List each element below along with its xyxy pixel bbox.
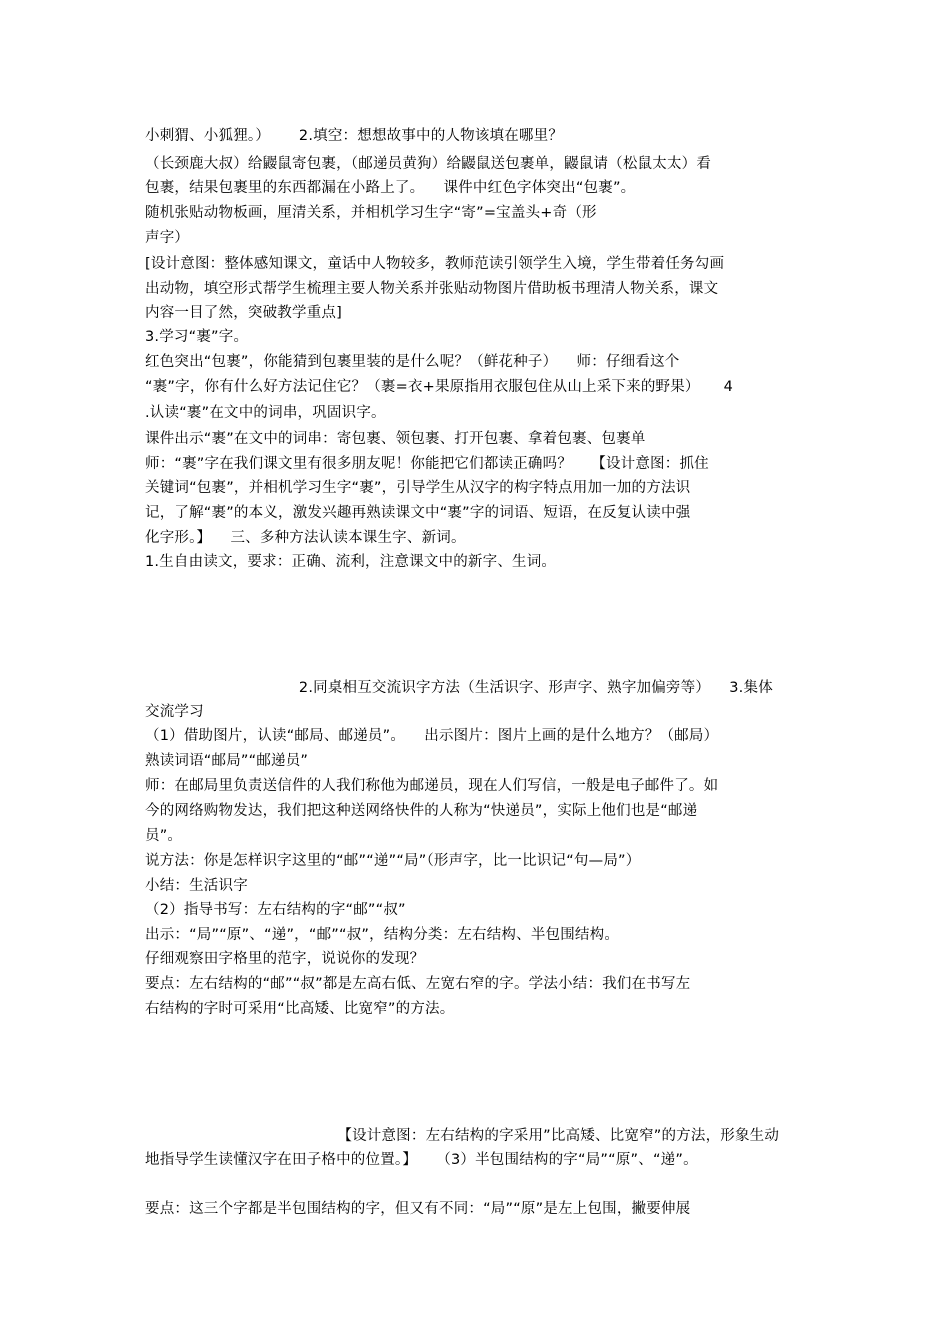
text-line: 说方法：你是怎样识字这里的“邮”“递”“局”（形声字，比一比识记“句—局”）	[145, 853, 641, 869]
text-line: 红色突出“包裹”，你能猜到包裹里装的是什么呢？（鲜花种子） 师：仔细看这个	[145, 354, 680, 370]
text-line: 内容一目了然，突破教学重点]	[145, 305, 342, 321]
text-line: 记，了解“裹”的本义，激发兴趣再熟读课文中“裹”字的词语、短语，在反复认读中强	[145, 505, 691, 521]
text-line: 小结：生活识字	[145, 878, 248, 894]
text-line: 3.学习“裹”字。	[145, 329, 249, 345]
text-line: 出示：“局”“原”、“递”，“邮”“叔”，结构分类：左右结构、半包围结构。	[145, 927, 620, 943]
text-line: 随机张贴动物板画，厘清关系，并相机学习生字“寄”=宝盖头+奇（形	[145, 205, 597, 221]
text-line: .认读“裹”在文中的词串，巩固识字。	[145, 405, 386, 421]
text-line: （1）借助图片，认读“邮局、邮递员”。 出示图片：图片上画的是什么地方？（邮局）	[145, 728, 719, 744]
text-line: 师：“裹”字在我们课文里有很多朋友呢！你能把它们都读正确吗？ 【设计意图：抓住	[145, 456, 709, 472]
text-line: 关键词“包裹”，并相机学习生字“裹”，引导学生从汉字的构字特点用加一加的方法识	[145, 480, 691, 496]
text-line: 小刺猬、小狐狸。） 2.填空：想想故事中的人物该填在哪里？	[145, 128, 564, 144]
text-line: 课件出示“裹”在文中的词串：寄包裹、领包裹、打开包裹、拿着包裹、包裹单	[145, 431, 646, 447]
text-line: 今的网络购物发达，我们把这种送网络快件的人称为“快递员”，实际上他们也是“邮递	[145, 803, 698, 819]
text-line: （长颈鹿大叔）给鼹鼠寄包裹，（邮递员黄狗）给鼹鼠送包裹单，鼹鼠请（松鼠太太）看	[145, 156, 712, 172]
text-line: 1.生自由读文，要求：正确、流利，注意课文中的新字、生词。	[145, 554, 557, 570]
text-line: 要点：左右结构的“邮”“叔”都是左高右低、左宽右窄的字。学法小结：我们在书写左	[145, 976, 691, 992]
text-line: [设计意图：整体感知课文，童话中人物较多，教师范读引领学生入境，学生带着任务勾画	[145, 256, 725, 272]
text-line: 包裹，结果包裹里的东西都漏在小路上了。 课件中红色字体突出“包裹”。	[145, 180, 636, 196]
text-line: 交流学习	[145, 704, 204, 720]
text-line: 出动物，填空形式帮学生梳理主要人物关系并张贴动物图片借助板书理清人物关系，课文	[145, 281, 719, 297]
text-line: （2）指导书写：左右结构的字“邮”“叔”	[145, 902, 406, 918]
text-line: 右结构的字时可采用“比高矮、比宽窄”的方法。	[145, 1001, 455, 1017]
text-line: 仔细观察田字格里的范字，说说你的发现？	[145, 951, 425, 967]
text-line: 师：在邮局里负责送信件的人我们称他为邮递员，现在人们写信，一般是电子邮件了。如	[145, 778, 719, 794]
text-line: 地指导学生读懂汉字在田子格中的位置。】 （3）半包围结构的字“局”“原”、“递”。	[145, 1152, 698, 1168]
text-line: “裹”字，你有什么好方法记住它？（裹=衣+果原指用衣服包住从山上采下来的野果） 4	[145, 379, 734, 395]
text-line: 熟读词语“邮局”“邮递员”	[145, 753, 309, 769]
text-line: 要点：这三个字都是半包围结构的字，但又有不同：“局”“原”是左上包围，撇要伸展	[145, 1201, 691, 1217]
text-line: 【设计意图：左右结构的字采用”比高矮、比宽窄”的方法，形象生动	[145, 1128, 780, 1144]
text-line: 2.同桌相互交流识字方法（生活识字、形声字、熟字加偏旁等） 3.集体	[145, 680, 773, 696]
text-line: 化字形。】 三、多种方法认读本课生字、新词。	[145, 530, 466, 546]
text-line: 员”。	[145, 828, 183, 844]
text-line: 声字）	[145, 230, 190, 246]
